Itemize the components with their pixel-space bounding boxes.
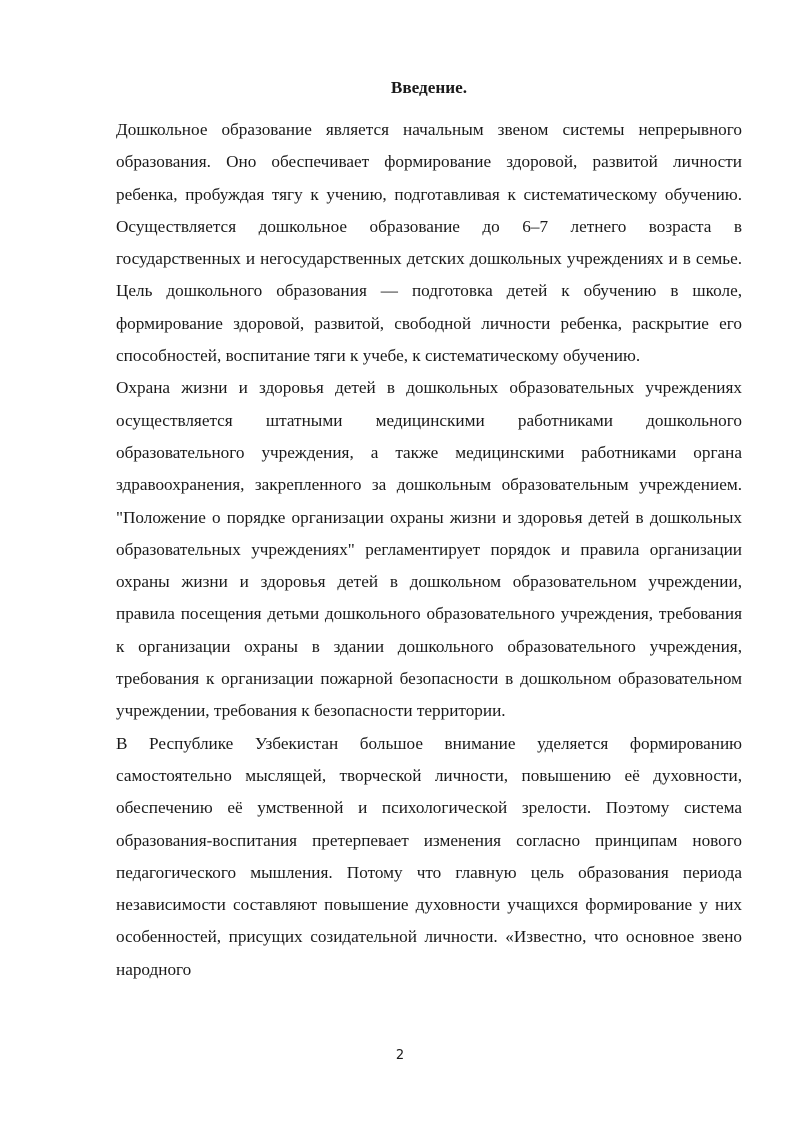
page-number: 2 [395,1048,405,1063]
paragraph-preschool-education: Дошкольное образование является начальным звеном системы непрерывного образования. Оно обеспечивает формирование здоровой, развитой личности ребенка, пробуждая тягу к учению, подготавливая к систематическому обучению. Осуществляется дошкольное образование до 6–7 летнего возраста в государственных и негосударственных детских дошкольных учреждениях и в семье. Цель дошкольного образования — подготовка детей к обучению в школе, формирование здоровой, развитой, свободной личности ребенка, раскрытие его способностей, воспитание тяги к учебе, к систематическому обучению. [116,120,742,366]
paragraph-child-health-protection: Охрана жизни и здоровья детей в дошкольных образовательных учреждениях осуществляется штатными медицинскими работниками дошкольного образовательного учреждения, а также медицинскими работниками органа здравоохранения, закрепленного за дошкольным образовательным учреждением. "Положение о порядке организации охраны жизни и здоровья детей в дошкольных образовательных учреждениях" регламентирует порядок и правила организации охраны жизни и здоровья детей в дошкольном образовательном учреждении, правила посещения детьми дошкольного образовательного учреждения, требования к организации охраны в здании дошкольного образовательного учреждения, требования к организации пожарной безопасности в дошкольном образовательном учреждении, требования к безопасности территории. [116,378,742,721]
document-body [116,78,742,986]
paragraph-uzbekistan-education: В Республике Узбекистан большое внимание уделяется формированию самостоятельно мыслящей, творческой личности, повышению её духовности, обеспечению её умственной и психологической зрелости. Поэтому система образования-воспитания претерпевает изменения согласно принципам нового педагогического мышления. Потому что главную цель образования периода независимости составляют повышение духовности учащихся формирование у них особенностей, присущих созидательной личности. «Известно, что основное звено народного [116,733,742,979]
section-title: Введение. [390,78,468,97]
